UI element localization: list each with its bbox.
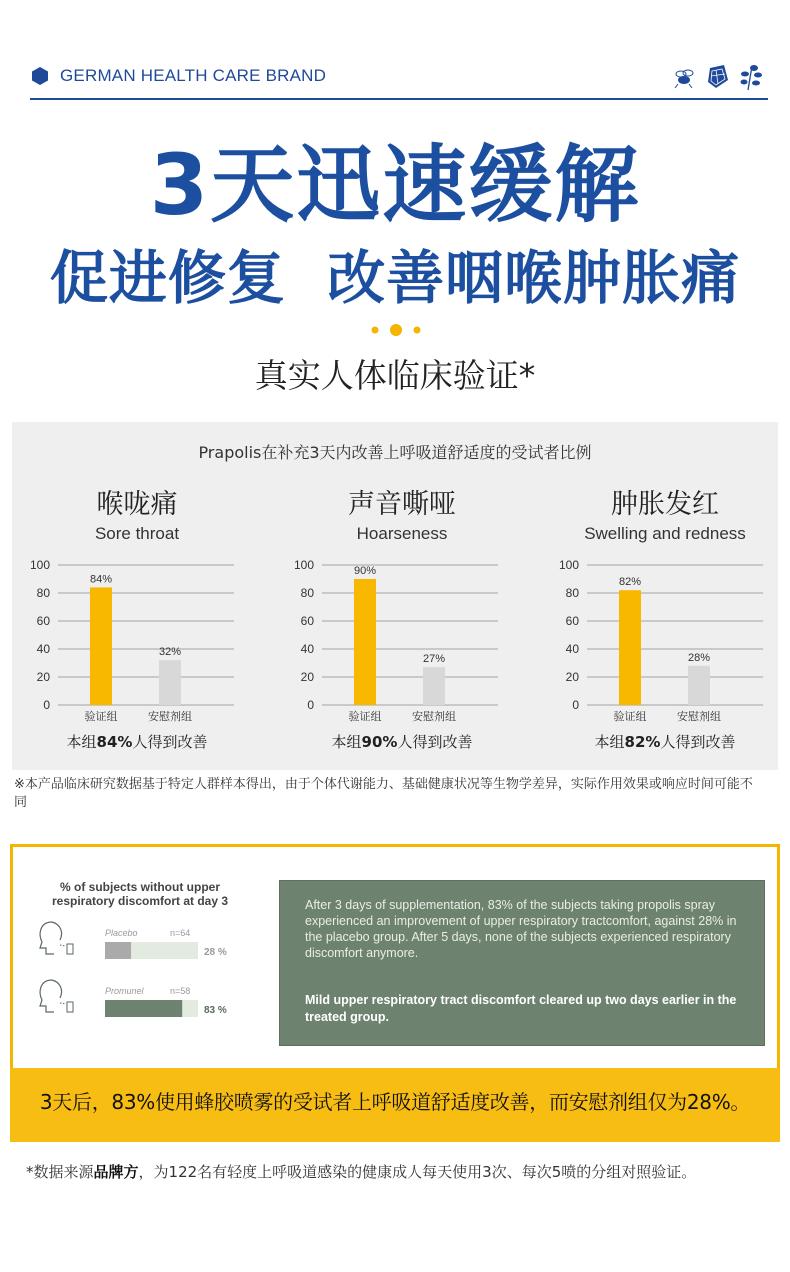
bar — [688, 666, 710, 705]
note-value: 82% — [624, 733, 661, 751]
category-label: 验证组 — [348, 710, 382, 723]
bar-fill — [105, 1000, 182, 1017]
footnote-prefix: *数据来源 — [26, 1163, 94, 1181]
y-tick-label: 100 — [558, 558, 579, 572]
headline-secondary: 促进修复 改善咽喉肿胀痛 — [49, 244, 741, 312]
note-suffix: 人得到改善 — [132, 733, 208, 751]
bar-value-label: 28% — [687, 651, 711, 664]
honeycomb-icon — [708, 65, 728, 88]
brand-icons — [672, 60, 766, 94]
group-value-label: 83 % — [204, 1005, 227, 1016]
group-name: Placebo — [105, 928, 138, 938]
footnote-rest: ，为122名有轻度上呼吸道感染的健康成人每天使用3次、每次5喷的分组对照验证。 — [138, 1163, 697, 1181]
bar — [423, 667, 445, 705]
y-tick-label: 20 — [300, 670, 314, 684]
bar — [619, 590, 641, 705]
bar — [90, 587, 112, 705]
chart-note-hoarseness — [282, 731, 522, 752]
group-value-label: 28 % — [204, 947, 227, 958]
group-n: n=64 — [170, 928, 191, 938]
y-tick-label: 60 — [36, 614, 50, 628]
category-label: 验证组 — [84, 710, 118, 723]
y-tick-label: 40 — [565, 642, 579, 656]
chart-note-sore-throat — [17, 731, 257, 752]
category-label: 验证组 — [613, 710, 647, 723]
y-tick-label: 80 — [36, 586, 50, 600]
chart-subtitle-hoarseness: Hoarseness — [356, 524, 448, 543]
note-prefix: 本组 — [331, 733, 362, 751]
bar-value-label: 90% — [353, 565, 377, 577]
group-name: Promunel — [105, 986, 144, 996]
study-bar-figure — [30, 918, 250, 1038]
result-band-text: 3天后，83%使用蜂胶喷雾的受试者上呼吸道舒适度改善，而安慰剂组仅为28%。 — [39, 1090, 751, 1114]
category-label: 安慰剂组 — [677, 710, 721, 723]
spray-head-icon — [40, 980, 73, 1012]
divider-dots — [368, 322, 424, 338]
herb-icon — [741, 65, 763, 90]
study-title: % of subjects without upper respiratory discomfort at day 3 — [51, 880, 229, 908]
panel-title: Prapolis在补充3天内改善上呼吸道舒适度的受试者比例 — [198, 443, 592, 462]
bar-value-label: 82% — [618, 576, 642, 589]
note-prefix: 本组 — [66, 733, 97, 751]
bar-value-label: 84% — [89, 573, 113, 586]
y-tick-label: 100 — [293, 558, 314, 572]
bar-value-label: 32% — [158, 646, 182, 659]
y-tick-label: 80 — [565, 586, 579, 600]
bar — [159, 660, 181, 705]
chart-title-hoarseness: 声音嘶哑 — [348, 489, 456, 520]
category-label: 安慰剂组 — [412, 710, 456, 723]
bar-fill — [105, 942, 131, 959]
bar-chart-hoarseness — [288, 552, 508, 730]
y-tick-label: 100 — [29, 558, 50, 572]
footnote — [26, 1160, 774, 1185]
note-suffix: 人得到改善 — [397, 733, 473, 751]
brand-name: GERMAN HEALTH CARE BRAND — [60, 66, 327, 85]
category-label: 安慰剂组 — [148, 710, 192, 723]
note-prefix: 本组 — [594, 733, 625, 751]
bar-value-label: 27% — [422, 653, 446, 666]
y-tick-label: 0 — [43, 698, 50, 712]
note-suffix: 人得到改善 — [660, 733, 736, 751]
y-tick-label: 80 — [300, 586, 314, 600]
chart-title-swelling: 肿胀发红 — [611, 489, 719, 520]
y-tick-label: 0 — [307, 698, 314, 712]
footnote-brand: 品牌方 — [93, 1163, 139, 1181]
chart-title-sore-throat: 喉咙痛 — [96, 489, 178, 520]
hexagon-logo-icon — [30, 66, 50, 86]
study-summary-box — [279, 880, 765, 1046]
y-tick-label: 20 — [565, 670, 579, 684]
headline-main: 3天迅速缓解 — [149, 136, 641, 234]
study-conclusion: Mild upper respiratory tract discomfort cleared up two days earlier in the treated group. — [305, 993, 737, 1024]
group-n: n=58 — [170, 986, 191, 996]
y-tick-label: 20 — [36, 670, 50, 684]
bar — [354, 579, 376, 705]
chart-subtitle-swelling: Swelling and redness — [584, 524, 746, 543]
clinical-subtitle: 真实人体临床验证* — [254, 356, 536, 395]
chart-subtitle-sore-throat: Sore throat — [94, 524, 180, 543]
bee-icon — [675, 70, 693, 88]
note-value: 90% — [361, 733, 398, 751]
study-paragraph: After 3 days of supplementation, 83% of the subjects taking propolis spray experienced an improvement of upper respiratory tractcomfort, against 28% in the placebo group. After 5 days, none of the subjects experienced respiratory discomfort anymore. — [305, 898, 737, 960]
note-value: 84% — [96, 733, 133, 751]
spray-head-icon — [40, 922, 73, 954]
y-tick-label: 40 — [36, 642, 50, 656]
chart-note-swelling — [545, 731, 785, 752]
brand-header — [30, 62, 768, 100]
y-tick-label: 60 — [300, 614, 314, 628]
bar-chart-swelling — [553, 552, 773, 730]
y-tick-label: 0 — [572, 698, 579, 712]
disclaimer-text: ※本产品临床研究数据基于特定人群样本得出，由于个体代谢能力、基础健康状况等生物学差异，实际作用效果或响应时间可能不同 — [14, 777, 753, 810]
y-tick-label: 40 — [300, 642, 314, 656]
y-tick-label: 60 — [565, 614, 579, 628]
bar-chart-sore-throat — [24, 552, 244, 730]
